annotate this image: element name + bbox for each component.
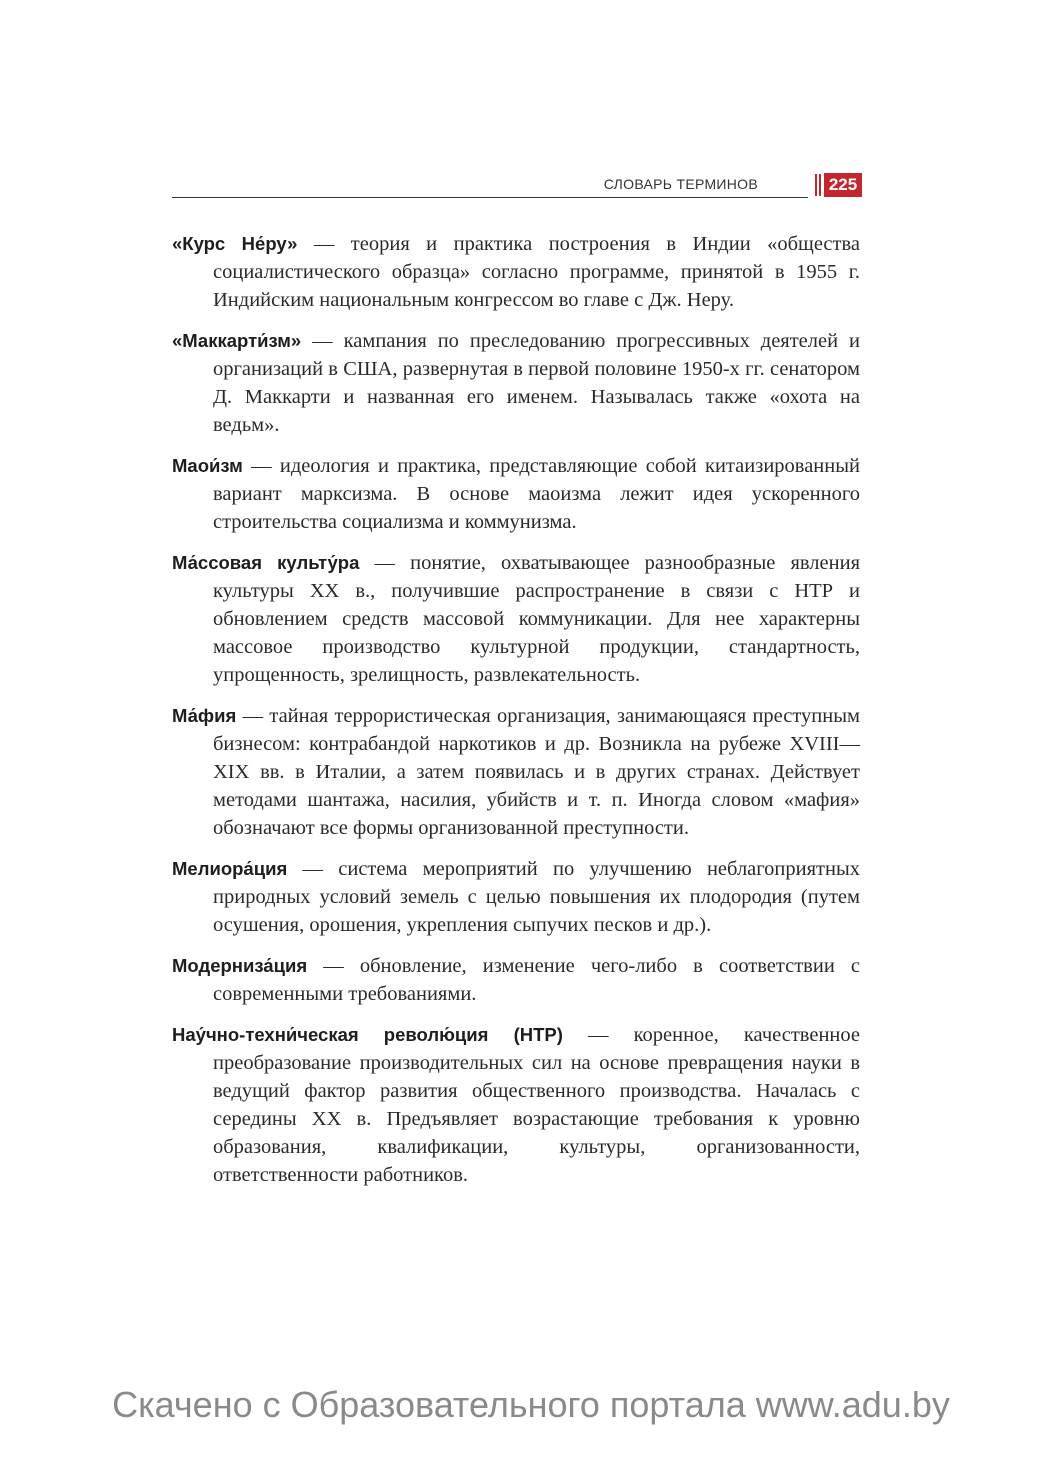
- entry-definition: — тайная террористическая организация, занимающаяся преступным бизнесом: контрабандой наркотиков и др. Возникла на рубеже XVIII—XIX вв. в Италии, а затем появилась и в других странах. Действует методами шантажа, насилия, убийств и т. п. Иногда словом «мафия» обозначают все формы организованной преступности.: [213, 705, 860, 839]
- entry-term: Нау́чно-техни́ческая револю́ция (НТР): [172, 1024, 563, 1045]
- entry-definition: — коренное, качественное преобразование производительных сил на основе превращения науки в ведущий фактор развития общественного производства. Началась с середины XX в. Предъявляет возрастающие требования к уровню образования, квалификации, культуры, организованности, ответственности работников.: [213, 1024, 860, 1186]
- entry-definition: — кампания по преследованию прогрессивных деятелей и организаций в США, развернутая в первой половине 1950-х гг. сенатором Д. Маккарти и названная его именем. Называлась также «охота на ведьм».: [213, 330, 860, 436]
- entry-definition: — теория и практика построения в Индии «общества социалистического образца» согласно программе, принятой в 1955 г. Индийским национальным конгрессом во главе с Дж. Неру.: [213, 233, 860, 311]
- glossary-entry: [172, 327, 860, 439]
- entry-term: «Курс Не́ру»: [172, 233, 298, 254]
- entry-term: «Маккарти́зм»: [172, 330, 302, 351]
- entry-definition: — система мероприятий по улучшению неблагоприятных природных условий земель с целью повышения их плодородия (путем осушения, орошения, укрепления сыпучих песков и др.).: [213, 858, 860, 936]
- glossary-entry: [172, 702, 860, 842]
- glossary-entry: [172, 549, 860, 689]
- glossary-entry: [172, 855, 860, 939]
- header-rule: [172, 197, 808, 198]
- header-accent-bars: [815, 174, 823, 196]
- glossary-entry: [172, 1021, 860, 1189]
- glossary-entry: [172, 230, 860, 314]
- glossary-entry: [172, 952, 860, 1008]
- entry-term: Мaoи́зм: [172, 455, 243, 476]
- glossary-entry: [172, 452, 860, 536]
- entry-term: Мелиора́ция: [172, 858, 288, 879]
- page-number: 225: [824, 173, 862, 197]
- entry-definition: — идеология и практика, представляющие собой китаизированный вариант марксизма. В основе маоизма лежит идея ускоренного строительства социализма и коммунизма.: [213, 455, 860, 533]
- running-header: [172, 172, 864, 198]
- entry-term: Модерниза́ция: [172, 955, 308, 976]
- glossary-entries: [172, 230, 860, 1202]
- section-title: СЛОВАРЬ ТЕРМИНОВ: [603, 176, 758, 192]
- entry-term: Ма́ссовая культу́ра: [172, 552, 360, 573]
- entry-term: Ма́фия: [172, 705, 237, 726]
- watermark-footer: Скачено с Образовательного портала www.adu.by: [112, 1384, 950, 1425]
- entry-definition: — обновление, изменение чего-либо в соответствии с современными требованиями.: [213, 955, 860, 1005]
- entry-definition: — понятие, охватывающее разнообразные явления культуры XX в., получившие распространение в связи с НТР и обновлением средств массовой коммуникации. Для нее характерны массовое производство культурной продукции, стандартность, упрощенность, зрелищность, развлекательность.: [213, 552, 860, 686]
